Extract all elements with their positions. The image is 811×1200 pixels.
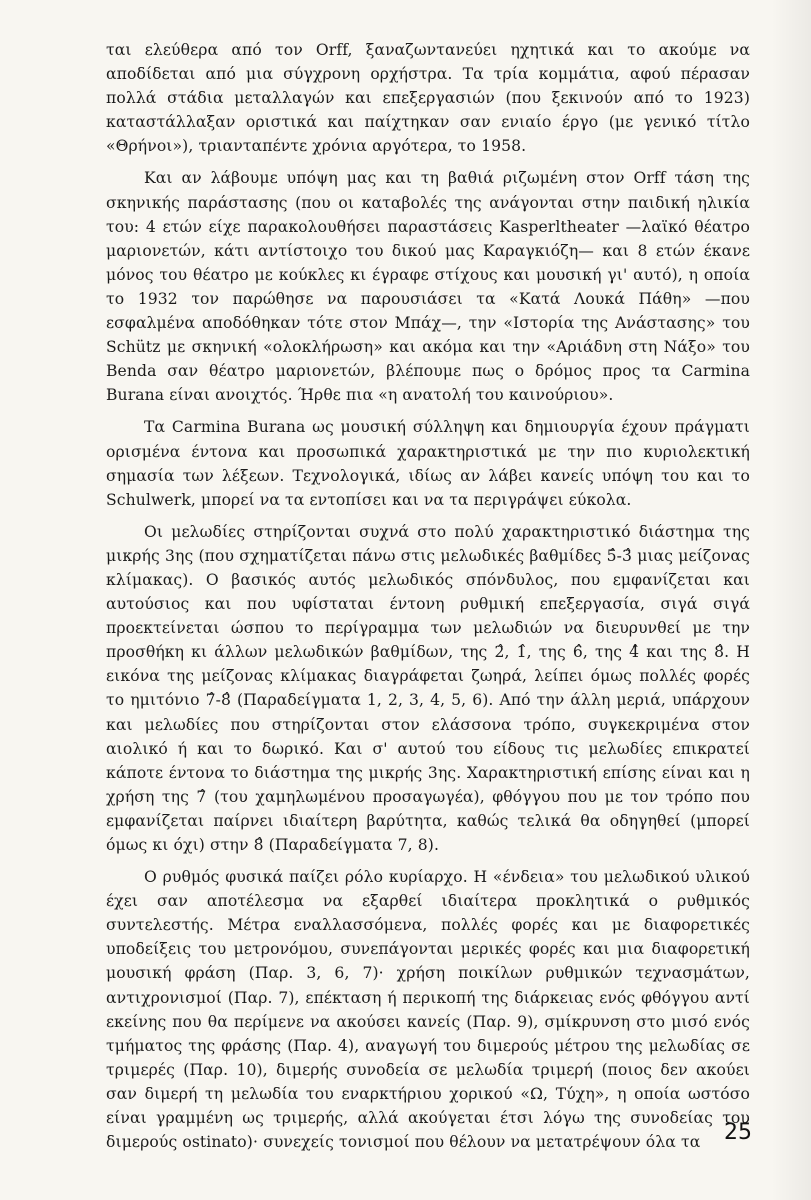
paragraph-continuation: ται ελεύθερα από τον Orff, ξαναζωντανεύει ηχητικά και το ακούμε να αποδίδεται από μια σύγχρονη ορχήστρα. Τα τρία κομμάτια, αφού πέρασαν πολλά στάδια μεταλλαγών και επεξεργασιών (που ξεκινούν από το 1923) καταστάλλαξαν οριστικά και παίχτηκαν σαν ενιαίο έργο (με γενικό τίτλο «Θρήνοι»), τριανταπέντε χρόνια αργότερα, το 1958. [106,41,750,156]
paragraph-rhythm: Ο ρυθμός φυσικά παίζει ρόλο κυρίαρχο. Η «ένδεια» του μελωδικού υλικού έχει σαν αποτέλεσμα να εξαρθεί ιδιαίτερα προκλητικά ο ρυθμικός συντελεστής. Μέτρα εναλλασσόμενα, πολλές φορές και με διαφορετικές υποδείξεις του μετρονόμου, συνεπάγονται μερικές φορές και μια διαφορετική μουσική φράση (Παρ. 3, 6, 7)· χρήση ποικίλων ρυθμικών τεχνασμάτων, αντιχρονισμοί (Παρ. 7), επέκταση ή περικοπή της διάρκειας ενός φθόγγου αντί εκείνης που θα περίμενε να ακούσει κανείς (Παρ. 9), σμίκρυνση στο μισό ενός τμήματος της φράσης (Παρ. 4), αναγωγή του διμερούς μέτρου της μελωδίας σε τριμερές (Παρ. 10), διμερής συνοδεία σε μελωδία τριμερή (ποιος δεν ακούει σαν διμερή τη μελωδία του εναρκτήριου χορικού «Ω, Τύχη», η οποία ωστόσο είναι γραμμένη ως τριμερής, αλλά ακούγεται έτσι λόγω της συνοδείας του διμερούς ostinato)· συνεχείς τονισμοί που θέλουν να μετατρέψουν όλα τα [106,868,750,1152]
paragraph-carmina-characteristics: Τα Carmina Burana ως μουσική σύλληψη και δημιουργία έχουν πράγματι ορισμένα έντονα και προσωπικά χαρακτηριστικά με την πιο κυριολεκτική σημασία των λέξεων. Τεχνολογικά, ιδίως αν λάβει κανείς υπόψη του και το Schulwerk, μπορεί να τα εντοπίσει και να τα περιγράψει εύκολα. [106,418,750,509]
body-text [106,38,750,1154]
paragraph-orff-stage: Και αν λάβουμε υπόψη μας και τη βαθιά ριζωμένη στον Orff τάση της σκηνικής παράστασης (που οι καταβολές της ανάγονται στην παιδική ηλικία του: 4 ετών είχε παρακολουθήσει παραστάσεις Kasperltheater —λαϊκό θέατρο μαριονετών, κάτι αντίστοιχο του δικού μας Καραγκιόζη— και 8 ετών έκανε μόνος του θέατρο με κούκλες κι έγραφε στίχους και μουσική γι' αυτό), η οποία το 1932 τον παρώθησε να παρουσιάσει τα «Κατά Λουκά Πάθη» —που εσφαλμένα αποδόθηκαν τότε στον Μπάχ—, την «Ιστορία της Ανάστασης» του Schütz με σκηνική «ολοκλήρωση» και ακόμα και την «Αριάδνη στη Νάξο» του Benda σαν θέατρο μαριονετών, βλέπουμε πως ο δρόμος προς τα Carmina Burana είναι ανοιχτός. Ήρθε πια «η ανατολή του καινούριου». [106,169,750,405]
page-number: 25 [724,1120,752,1145]
paragraph-melodies: Οι μελωδίες στηρίζονται συχνά στο πολύ χαρακτηριστικό διάστημα της μικρής 3ης (που σχηματίζεται πάνω στις μελωδικές βαθμίδες 5̂-3̂ μιας μείζονας κλίμακας). Ο βασικός αυτός μελωδικός σπόνδυλος, που εμφανίζεται και αυτούσιος και που υφίσταται έντονη ρυθμική επεξεργασία, σιγά σιγά προεκτείνεται ώσπου το περίγραμμα των μελωδιών να διευρυνθεί με την προσθήκη κι άλλων μελωδικών βαθμίδων, της 2̂, 1̂, της 6̂, της 4̂ και της 8̂. Η εικόνα της μείζονας κλίμακας διαγράφεται ζωηρά, λείπει όμως πολλές φορές το ημιτόνιο 7̂-8̂ (Παραδείγματα 1, 2, 3, 4, 5, 6). Από την άλλη μεριά, υπάρχουν και μελωδίες που στηρίζονται στον ελάσσονα τρόπο, συγκεκριμένα στον αιολικό ή και το δωρικό. Και σ' αυτού του είδους τις μελωδίες επικρατεί κάποτε έντονα το διάστημα της μικρής 3ης. Χαρακτηριστική επίσης είναι και η χρήση της 7̂ (του χαμηλωμένου προσαγωγέα), φθόγγου που με τον τρόπο που εμφανίζεται παίρνει ιδιαίτερη βαρύτητα, καθώς τελικά θα οδηγηθεί (μπορεί όμως κι όχι) στην 8̂ (Παραδείγματα 7, 8). [106,522,750,854]
page-edge-shadow [771,0,811,1200]
